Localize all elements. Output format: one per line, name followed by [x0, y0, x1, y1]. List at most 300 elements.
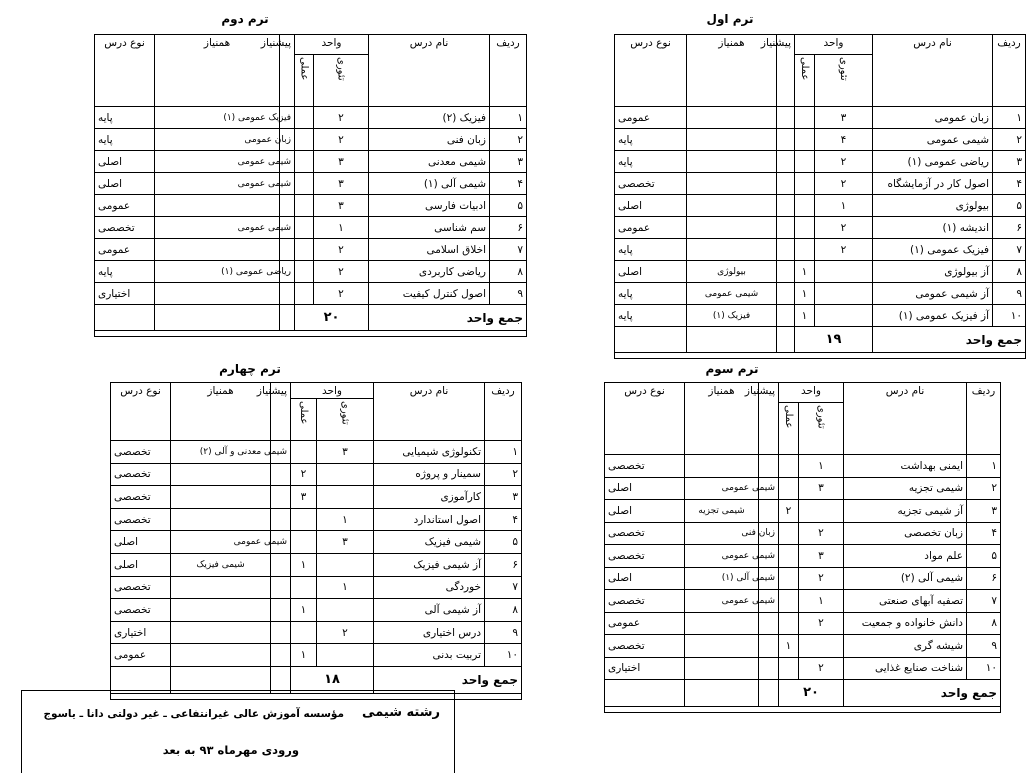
course-table	[534, 34, 1026, 359]
prerequisite	[280, 239, 295, 261]
practical-units	[291, 621, 317, 644]
header-units: واحد	[779, 383, 844, 403]
total-empty-coreq	[155, 305, 280, 331]
header-row-number: ردیف	[485, 383, 522, 441]
course-row	[36, 644, 522, 667]
total-label: جمع واحد	[873, 327, 1026, 353]
row-number: ۸	[485, 599, 522, 622]
prerequisite	[271, 644, 291, 667]
total-empty-coreq	[685, 680, 759, 707]
practical-units	[795, 217, 815, 239]
prerequisite: شیمی عمومی	[280, 217, 295, 239]
term-3	[534, 362, 997, 713]
course-row	[36, 531, 522, 554]
prerequisite	[271, 599, 291, 622]
total-label: جمع واحد	[369, 305, 527, 331]
course-name: زبان فنی	[369, 129, 490, 151]
header-prerequisite: پیشنیاز	[777, 35, 795, 107]
header-prerequisite: پیشنیاز	[271, 383, 291, 441]
course-name: شیمی آلی (۱)	[369, 173, 490, 195]
theory-units: ۲	[799, 522, 844, 545]
course-name: شیمی معدنی	[369, 151, 490, 173]
row-number: ۷	[490, 239, 527, 261]
course-type: اصلی	[615, 195, 687, 217]
practical-units	[795, 173, 815, 195]
header-course-type: نوع درس	[95, 35, 155, 107]
practical-units	[779, 657, 799, 680]
total-label: جمع واحد	[844, 680, 1001, 707]
practical-units	[295, 173, 314, 195]
course-table	[534, 382, 1001, 713]
header-row	[535, 383, 1001, 403]
practical-units	[779, 522, 799, 545]
theory-units: ۱	[317, 508, 374, 531]
course-name: شناخت صنایع غذایی	[844, 657, 967, 680]
course-row	[535, 261, 1026, 283]
prerequisite	[271, 486, 291, 509]
total-empty-prereq	[777, 327, 795, 353]
header-course-type: نوع درس	[615, 35, 687, 107]
course-type: پایه	[615, 129, 687, 151]
prerequisite	[271, 576, 291, 599]
prerequisite	[759, 455, 779, 478]
course-row	[36, 107, 527, 129]
prerequisite	[777, 305, 795, 327]
course-row	[535, 455, 1001, 478]
total-empty-type	[615, 327, 687, 353]
row-number: ۸	[490, 261, 527, 283]
header-row-number: ردیف	[967, 383, 1001, 455]
course-type: تخصصی	[111, 599, 171, 622]
course-type: تخصصی	[605, 545, 685, 568]
course-row	[535, 217, 1026, 239]
practical-units	[295, 217, 314, 239]
course-row	[535, 657, 1001, 680]
course-name: تکنولوژی شیمیایی	[374, 441, 485, 464]
total-empty-type	[95, 305, 155, 331]
course-type: اصلی	[95, 151, 155, 173]
course-name: شیشه گری	[844, 635, 967, 658]
corequisite: شیمی تجزیه	[685, 500, 759, 523]
course-row	[535, 590, 1001, 613]
total-row	[36, 305, 527, 331]
theory-units: ۳	[314, 151, 369, 173]
prerequisite: ریاضی عمومی (۱)	[280, 261, 295, 283]
course-type: پایه	[95, 107, 155, 129]
total-row	[535, 680, 1001, 707]
row-number: ۱۰	[967, 657, 1001, 680]
row-number: ۶	[967, 567, 1001, 590]
header-practical	[795, 55, 815, 107]
course-type: تخصصی	[605, 635, 685, 658]
course-type: اصلی	[111, 531, 171, 554]
prerequisite: شیمی آلی (۱)	[759, 567, 779, 590]
row-number: ۳	[993, 151, 1026, 173]
course-name: آز شیمی عمومی	[873, 283, 993, 305]
course-row	[36, 217, 527, 239]
course-name: زبان عمومی	[873, 107, 993, 129]
header-theory-label: تئوری	[339, 401, 351, 425]
practical-units	[295, 239, 314, 261]
course-name: فیزیک عمومی (۱)	[873, 239, 993, 261]
course-name: اندیشه (۱)	[873, 217, 993, 239]
total-empty-prereq	[280, 305, 295, 331]
course-name: فیزیک (۲)	[369, 107, 490, 129]
row-number: ۸	[993, 261, 1026, 283]
blank-cell	[615, 353, 1026, 359]
practical-units	[295, 283, 314, 305]
row-number: ۴	[485, 508, 522, 531]
course-type: اختیاری	[111, 621, 171, 644]
course-name: سمینار و پروژه	[374, 463, 485, 486]
blank-cell	[605, 706, 1001, 712]
practical-units: ۱	[291, 644, 317, 667]
theory-units: ۳	[317, 441, 374, 464]
practical-units: ۲	[291, 463, 317, 486]
prerequisite	[777, 195, 795, 217]
theory-units: ۲	[815, 173, 873, 195]
theory-units	[317, 599, 374, 622]
course-type: اصلی	[615, 261, 687, 283]
corequisite	[687, 239, 777, 261]
corequisite: فیزیک (۱)	[687, 305, 777, 327]
prerequisite	[271, 463, 291, 486]
theory-units: ۴	[815, 129, 873, 151]
row-number: ۵	[490, 195, 527, 217]
header-practical	[779, 403, 799, 455]
course-name: ادبیات فارسی	[369, 195, 490, 217]
header-practical-label: عملی	[783, 405, 794, 429]
row-number: ۹	[967, 635, 1001, 658]
theory-units: ۲	[799, 567, 844, 590]
practical-units	[291, 576, 317, 599]
header-theory-label: تئوری	[815, 405, 827, 429]
theory-units: ۳	[815, 107, 873, 129]
course-row	[535, 305, 1026, 327]
row-number: ۲	[993, 129, 1026, 151]
practical-units	[795, 107, 815, 129]
practical-units	[291, 441, 317, 464]
course-type: تخصصی	[95, 217, 155, 239]
course-type: عمومی	[111, 644, 171, 667]
course-row	[36, 441, 522, 464]
course-row	[36, 195, 527, 217]
row-number: ۶	[993, 217, 1026, 239]
theory-units: ۱	[314, 217, 369, 239]
course-name: سم شناسی	[369, 217, 490, 239]
row-number: ۱۰	[993, 305, 1026, 327]
prerequisite	[777, 107, 795, 129]
course-type: اصلی	[605, 477, 685, 500]
corequisite	[171, 644, 271, 667]
header-course-name: نام درس	[873, 35, 993, 107]
prerequisite	[777, 239, 795, 261]
course-name: ریاضی عمومی (۱)	[873, 151, 993, 173]
term-title: ترم دوم	[221, 12, 269, 26]
corequisite	[685, 657, 759, 680]
term-title: ترم سوم	[705, 362, 759, 376]
practical-units: ۱	[291, 553, 317, 576]
prerequisite	[777, 261, 795, 283]
blank-row	[535, 353, 1026, 359]
practical-units	[795, 151, 815, 173]
header-corequisite: همنیاز	[171, 383, 271, 441]
field-title: رشته شیمی	[362, 705, 440, 720]
theory-units	[317, 486, 374, 509]
theory-units	[815, 283, 873, 305]
term-title: ترم اول	[706, 12, 754, 26]
theory-units: ۲	[799, 657, 844, 680]
theory-units	[317, 644, 374, 667]
course-type: پایه	[95, 129, 155, 151]
course-type: اختیاری	[605, 657, 685, 680]
prerequisite	[271, 508, 291, 531]
course-row	[535, 283, 1026, 305]
prerequisite	[280, 195, 295, 217]
corequisite	[687, 107, 777, 129]
course-name: اخلاق اسلامی	[369, 239, 490, 261]
prerequisite	[759, 635, 779, 658]
theory-units	[317, 553, 374, 576]
row-number: ۳	[967, 500, 1001, 523]
prerequisite: شیمی معدنی و آلی (۲)	[271, 441, 291, 464]
course-row	[36, 283, 527, 305]
header-theory	[815, 55, 873, 107]
course-row	[535, 567, 1001, 590]
course-row	[36, 508, 522, 531]
header-course-type: نوع درس	[111, 383, 171, 441]
course-row	[535, 151, 1026, 173]
corequisite	[171, 486, 271, 509]
prerequisite	[777, 129, 795, 151]
course-name: شیمی تجزیه	[844, 477, 967, 500]
practical-units	[795, 239, 815, 261]
row-number: ۷	[993, 239, 1026, 261]
row-number: ۱	[993, 107, 1026, 129]
prerequisite	[777, 173, 795, 195]
practical-units	[779, 477, 799, 500]
header-units: واحد	[291, 383, 374, 399]
header-practical-label: عملی	[298, 57, 310, 81]
corequisite	[687, 173, 777, 195]
header-course-type: نوع درس	[605, 383, 685, 455]
course-type: پایه	[615, 151, 687, 173]
term-title: ترم چهارم	[219, 362, 281, 376]
theory-units: ۲	[815, 151, 873, 173]
course-name: آز بیولوژی	[873, 261, 993, 283]
practical-units	[295, 195, 314, 217]
row-number: ۳	[490, 151, 527, 173]
corequisite	[155, 195, 280, 217]
course-row	[535, 477, 1001, 500]
course-name: درس اختیاری	[374, 621, 485, 644]
course-row	[36, 486, 522, 509]
course-name: شیمی آلی (۲)	[844, 567, 967, 590]
practical-units	[295, 151, 314, 173]
term-2	[35, 12, 523, 337]
course-type: پایه	[95, 261, 155, 283]
course-type: اصلی	[605, 567, 685, 590]
header-theory	[314, 55, 369, 107]
row-number: ۶	[485, 553, 522, 576]
theory-units	[815, 305, 873, 327]
corequisite: بیولوژی	[687, 261, 777, 283]
course-name: آز شیمی تجزیه	[844, 500, 967, 523]
header-theory	[317, 399, 374, 441]
practical-units	[295, 129, 314, 151]
practical-units	[779, 455, 799, 478]
theory-units: ۲	[799, 612, 844, 635]
corequisite	[687, 195, 777, 217]
course-table	[35, 34, 527, 337]
course-row	[535, 239, 1026, 261]
theory-units: ۲	[314, 129, 369, 151]
corequisite	[171, 621, 271, 644]
row-number: ۹	[490, 283, 527, 305]
row-number: ۴	[967, 522, 1001, 545]
corequisite	[171, 599, 271, 622]
total-units: ۲۰	[295, 305, 369, 331]
course-type: پایه	[615, 239, 687, 261]
course-type: عمومی	[615, 217, 687, 239]
blank-cell	[95, 331, 527, 337]
practical-units	[295, 107, 314, 129]
header-row	[36, 35, 527, 55]
course-row	[535, 522, 1001, 545]
course-row	[36, 151, 527, 173]
theory-units: ۲	[815, 217, 873, 239]
course-table	[35, 382, 522, 700]
prerequisite: شیمی عمومی	[759, 477, 779, 500]
prerequisite: شیمی عمومی	[280, 151, 295, 173]
header-practical-label: عملی	[298, 401, 309, 425]
course-type: پایه	[615, 283, 687, 305]
total-row	[535, 327, 1026, 353]
course-name: اصول کار در آزمایشگاه	[873, 173, 993, 195]
total-units: ۱۹	[795, 327, 873, 353]
corequisite	[171, 576, 271, 599]
header-prerequisite: پیشنیاز	[280, 35, 295, 107]
corequisite	[685, 612, 759, 635]
prerequisite	[759, 612, 779, 635]
practical-units	[779, 590, 799, 613]
theory-units: ۱	[317, 576, 374, 599]
header-theory	[799, 403, 844, 455]
row-number: ۲	[485, 463, 522, 486]
row-number: ۲	[490, 129, 527, 151]
header-practical	[291, 399, 317, 441]
institute-name: مؤسسه آموزش عالی غیرانتفاعی ـ غیر دولتی دانا ـ یاسوج	[43, 708, 344, 720]
row-number: ۵	[485, 531, 522, 554]
term-1	[534, 12, 1022, 359]
prerequisite: شیمی عمومی	[759, 590, 779, 613]
practical-units	[779, 545, 799, 568]
theory-units: ۲	[314, 107, 369, 129]
course-name: اصول استاندارد	[374, 508, 485, 531]
theory-units	[799, 635, 844, 658]
info-box	[21, 690, 455, 773]
course-type: تخصصی	[111, 441, 171, 464]
theory-units: ۲	[317, 621, 374, 644]
row-number: ۱۰	[485, 644, 522, 667]
corequisite	[685, 635, 759, 658]
course-name: اصول کنترل کیفیت	[369, 283, 490, 305]
course-type: تخصصی	[615, 173, 687, 195]
course-name: دانش خانواده و جمعیت	[844, 612, 967, 635]
course-row	[36, 173, 527, 195]
course-name: آز فیزیک عمومی (۱)	[873, 305, 993, 327]
course-name: خوردگی	[374, 576, 485, 599]
total-units: ۱۸	[291, 666, 374, 693]
header-units: واحد	[795, 35, 873, 55]
course-type: تخصصی	[111, 463, 171, 486]
row-number: ۱	[967, 455, 1001, 478]
row-number: ۵	[993, 195, 1026, 217]
header-corequisite: همنیاز	[687, 35, 777, 107]
course-type: عمومی	[95, 239, 155, 261]
row-number: ۹	[993, 283, 1026, 305]
theory-units: ۱	[799, 590, 844, 613]
prerequisite: زبان فنی	[759, 522, 779, 545]
prerequisite: شیمی عمومی	[280, 173, 295, 195]
prerequisite	[777, 151, 795, 173]
corequisite	[171, 463, 271, 486]
theory-units: ۳	[314, 173, 369, 195]
course-type: اصلی	[605, 500, 685, 523]
theory-units	[317, 463, 374, 486]
theory-units: ۳	[314, 195, 369, 217]
header-course-name: نام درس	[374, 383, 485, 441]
header-theory-label: تئوری	[838, 57, 849, 81]
theory-units: ۳	[799, 545, 844, 568]
practical-units	[795, 129, 815, 151]
course-type: اصلی	[111, 553, 171, 576]
practical-units: ۱	[291, 599, 317, 622]
course-row	[36, 239, 527, 261]
practical-units	[291, 531, 317, 554]
row-number: ۹	[485, 621, 522, 644]
corequisite	[155, 283, 280, 305]
header-row	[535, 35, 1026, 55]
prerequisite: زبان عمومی	[280, 129, 295, 151]
header-prerequisite: پیشنیاز	[759, 383, 779, 455]
header-theory-label: تئوری	[335, 57, 347, 81]
theory-units: ۱	[815, 195, 873, 217]
row-number: ۷	[485, 576, 522, 599]
course-name: کارآموزی	[374, 486, 485, 509]
corequisite	[687, 129, 777, 151]
practical-units: ۱	[779, 635, 799, 658]
course-name: تربیت بدنی	[374, 644, 485, 667]
prerequisite	[759, 657, 779, 680]
course-type: اصلی	[95, 173, 155, 195]
course-type: تخصصی	[605, 522, 685, 545]
total-units: ۲۰	[779, 680, 844, 707]
header-row-number: ردیف	[490, 35, 527, 107]
prerequisite: شیمی عمومی	[271, 531, 291, 554]
practical-units	[779, 612, 799, 635]
theory-units: ۳	[799, 477, 844, 500]
course-name: بیولوژی	[873, 195, 993, 217]
practical-units: ۳	[291, 486, 317, 509]
header-practical	[295, 55, 314, 107]
course-type: عمومی	[605, 612, 685, 635]
course-row	[535, 173, 1026, 195]
course-row	[36, 553, 522, 576]
entry-note: ورودی مهرماه ۹۳ به بعد	[162, 743, 299, 757]
corequisite	[171, 508, 271, 531]
theory-units	[799, 500, 844, 523]
